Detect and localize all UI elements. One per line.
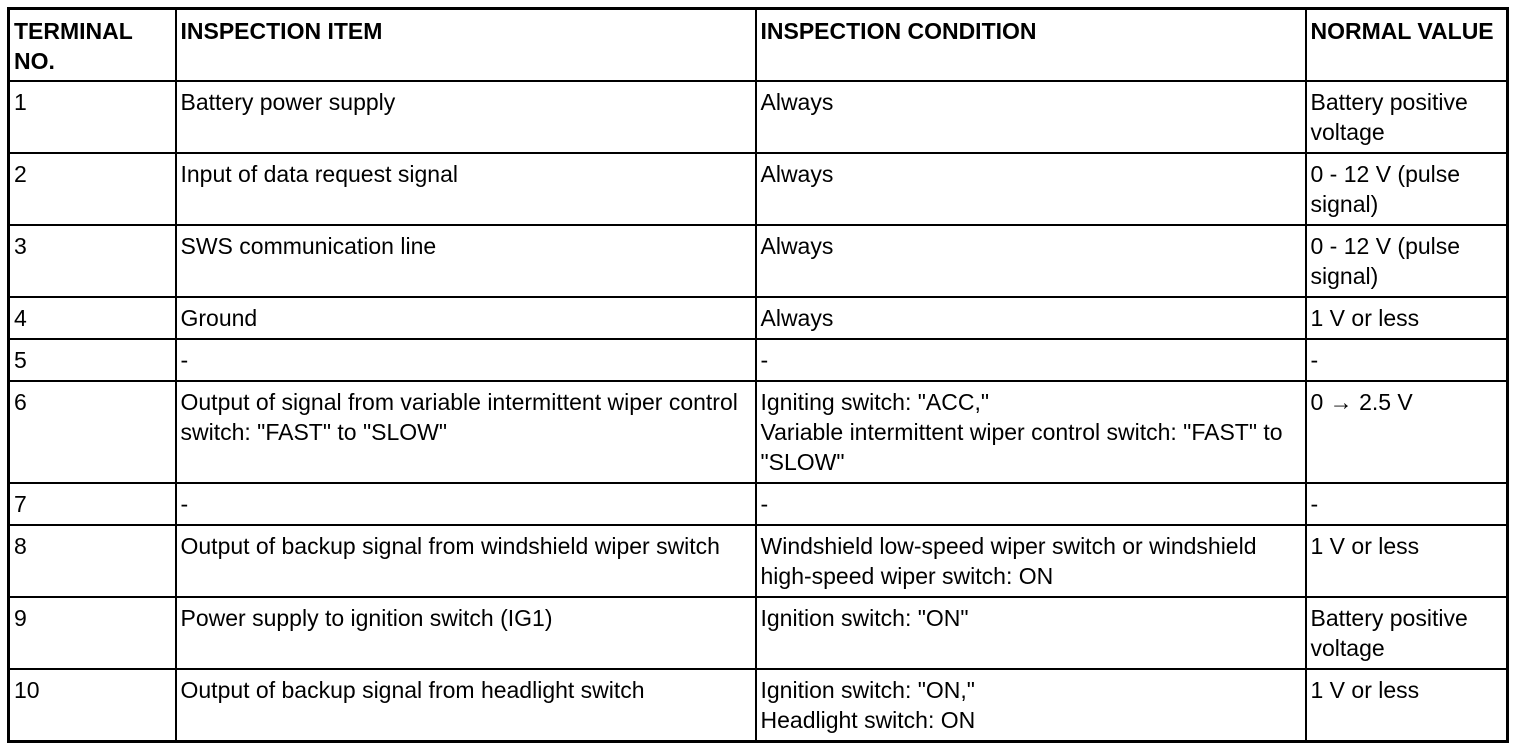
item-cell: Power supply to ignition switch (IG1) — [176, 597, 756, 669]
condition-cell — [756, 381, 1306, 483]
value-cell: 0 - 12 V (pulse signal) — [1306, 153, 1508, 225]
terminal-cell: 8 — [9, 525, 176, 597]
terminal-cell: 5 — [9, 339, 176, 381]
condition-cell: - — [756, 483, 1306, 525]
header-inspection-item: INSPECTION ITEM — [176, 9, 756, 82]
item-cell: Output of backup signal from headlight switch — [176, 669, 756, 741]
table-row — [9, 297, 1508, 339]
terminal-cell: 10 — [9, 669, 176, 741]
item-cell: SWS communication line — [176, 225, 756, 297]
table-row — [9, 81, 1508, 153]
condition-cell: Always — [756, 153, 1306, 225]
header-row — [9, 9, 1508, 82]
header-normal-value: NORMAL VALUE — [1306, 9, 1508, 82]
item-cell: Battery power supply — [176, 81, 756, 153]
item-cell: Output of signal from variable intermittent wiper control switch: "FAST" to "SLOW" — [176, 381, 756, 483]
condition-line: Variable intermittent wiper control switch: "FAST" to "SLOW" — [760, 419, 1283, 475]
table-row — [9, 225, 1508, 297]
terminal-cell: 6 — [9, 381, 176, 483]
value-cell: - — [1306, 339, 1508, 381]
table-row — [9, 339, 1508, 381]
condition-line: Igniting switch: "ACC," — [760, 389, 990, 415]
terminal-cell: 4 — [9, 297, 176, 339]
condition-cell: Always — [756, 297, 1306, 339]
condition-cell: Always — [756, 81, 1306, 153]
table-row — [9, 669, 1508, 741]
item-cell: - — [176, 339, 756, 381]
condition-cell: - — [756, 339, 1306, 381]
terminal-cell: 1 — [9, 81, 176, 153]
value-cell: 0 - 12 V (pulse signal) — [1306, 225, 1508, 297]
inspection-table — [7, 7, 1509, 743]
condition-cell: Always — [756, 225, 1306, 297]
condition-cell: Ignition switch: "ON" — [756, 597, 1306, 669]
value-cell: 1 V or less — [1306, 669, 1508, 741]
header-inspection-condition: INSPECTION CONDITION — [756, 9, 1306, 82]
terminal-cell: 7 — [9, 483, 176, 525]
condition-cell — [756, 669, 1306, 741]
table-row — [9, 525, 1508, 597]
table-row — [9, 597, 1508, 669]
table-row — [9, 381, 1508, 483]
item-cell: - — [176, 483, 756, 525]
header-terminal-no: TERMINAL NO. — [9, 9, 176, 82]
table-row — [9, 153, 1508, 225]
value-cell: Battery positive voltage — [1306, 81, 1508, 153]
terminal-cell: 2 — [9, 153, 176, 225]
value-cell: Battery positive voltage — [1306, 597, 1508, 669]
item-cell: Ground — [176, 297, 756, 339]
value-cell: 1 V or less — [1306, 525, 1508, 597]
condition-line: Ignition switch: "ON," — [760, 677, 975, 703]
table-row — [9, 483, 1508, 525]
terminal-cell: 9 — [9, 597, 176, 669]
value-cell: - — [1306, 483, 1508, 525]
value-cell: 0 → 2.5 V — [1306, 381, 1508, 483]
condition-line: Headlight switch: ON — [760, 707, 976, 733]
condition-cell: Windshield low-speed wiper switch or windshield high-speed wiper switch: ON — [756, 525, 1306, 597]
item-cell: Output of backup signal from windshield wiper switch — [176, 525, 756, 597]
terminal-cell: 3 — [9, 225, 176, 297]
value-cell: 1 V or less — [1306, 297, 1508, 339]
item-cell: Input of data request signal — [176, 153, 756, 225]
